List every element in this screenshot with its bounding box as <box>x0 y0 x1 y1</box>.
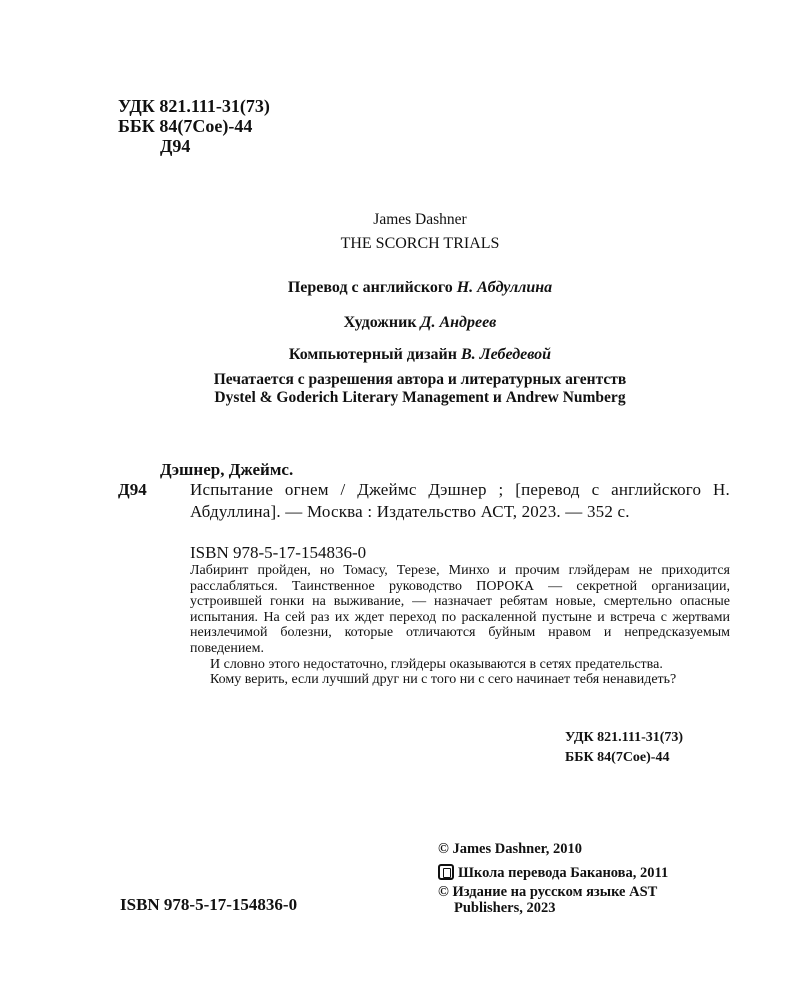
copyright-3-line-2: Publishers, 2023 <box>454 900 556 916</box>
biblio-code: Д94 <box>118 480 147 499</box>
footer-isbn: ISBN 978-5-17-154836-0 <box>120 895 298 914</box>
biblio-isbn: ISBN 978-5-17-154836-0 <box>190 543 367 562</box>
udk-code: УДК 821.111-31(73) <box>118 96 270 116</box>
copyright-3-line-1: © Издание на русском языке AST <box>438 884 658 900</box>
copyright-2-text: Школа перевода Баканова, 2011 <box>458 865 669 881</box>
school-logo-icon <box>438 864 454 880</box>
bbk-code: ББК 84(7Сое)-44 <box>118 116 253 136</box>
annotation-paragraph-3: Кому верить, если лучший друг ни с того ни с сего начинает тебя ненавидеть? <box>210 672 677 688</box>
translator-name: Н. Абдуллина <box>456 279 553 296</box>
biblio-description: Испытание огнем / Джеймс Дэшнер ; [перевод с английского Н. Абдуллина]. — Москва : Издательство АСТ, 2023. — 352 с. <box>190 480 730 521</box>
permission-line-1: Печатается с разрешения автора и литературных агентств <box>213 371 627 388</box>
index-udk: УДК 821.111-31(73) <box>565 730 684 745</box>
artist-name: Д. Андреев <box>420 314 497 331</box>
index-bbk: ББК 84(7Сое)-44 <box>565 750 670 765</box>
translation-label: Перевод с английского <box>287 279 453 296</box>
author-mark: Д94 <box>160 136 191 156</box>
copyright-2 <box>438 864 668 881</box>
artist-label: Художник <box>343 314 417 331</box>
annotation-paragraph-1: Лабиринт пройден, но Томасу, Терезе, Минхо и прочим глэйдерам не приходится расслабляться. Таинственное руководство ПОРОКА — секретной организации, устроившей гонки на выживание, — назначает ребятам новые, смертельно опасные испытания. На сей раз их ждет переход по раскаленной пустыне и встреча с жертвами неизлечимой болезни, которые отличаются буйным нравом и непредсказуемым поведением. <box>190 563 730 656</box>
biblio-author: Дэшнер, Джеймс. <box>160 460 294 479</box>
copyright-1: © James Dashner, 2010 <box>438 841 583 857</box>
copyright-3 <box>438 884 657 916</box>
original-title: THE SCORCH TRIALS <box>340 235 500 252</box>
permission-line-2: Dystel & Goderich Literary Management и Andrew Numberg <box>214 389 626 406</box>
index-codes <box>565 728 683 768</box>
designer-name: В. Лебедевой <box>460 346 552 363</box>
original-author: James Dashner <box>373 211 467 228</box>
translation-credit <box>0 278 800 298</box>
annotation-paragraph-2: И словно этого недостаточно, глэйдеры оказываются в сетях предательства. <box>210 656 663 672</box>
design-credit <box>0 345 800 365</box>
design-label: Компьютерный дизайн <box>288 346 457 363</box>
artist-credit <box>0 313 800 333</box>
annotation <box>190 563 730 688</box>
